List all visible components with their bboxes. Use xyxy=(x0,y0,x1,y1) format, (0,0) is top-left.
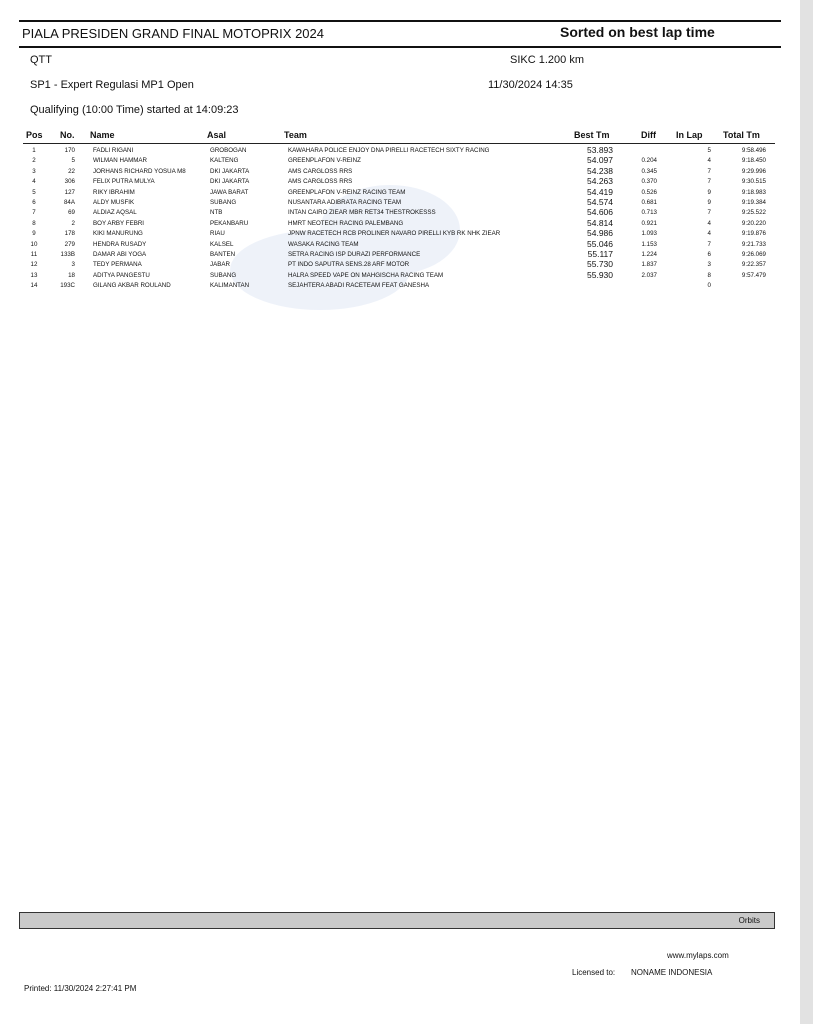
cell-diff: 0.526 xyxy=(641,188,657,196)
cell-pos: 10 xyxy=(30,240,38,248)
table-row xyxy=(0,271,800,281)
cell-team: JPNW RACETECH RCB PROLINER NAVARO PIRELLI KYB RK NHK ZIEAR xyxy=(288,230,501,238)
cell-diff: 0.345 xyxy=(641,167,657,175)
table-row xyxy=(0,156,800,166)
license-label: Licensed to: xyxy=(572,968,616,977)
cell-total: 9:57.479 xyxy=(741,271,766,279)
cell-inlap: 4 xyxy=(707,230,711,238)
cell-best: 54.574 xyxy=(587,196,613,207)
table-row xyxy=(0,229,800,239)
class-name: SP1 - Expert Regulasi MP1 Open xyxy=(30,79,194,91)
cell-name: ALDY MUSFIK xyxy=(93,198,135,206)
cell-pos: 5 xyxy=(32,188,36,196)
cell-total: 9:20.220 xyxy=(741,219,766,227)
cell-total: 9:26.069 xyxy=(741,250,766,258)
cell-team: KAWAHARA POLICE ENJOY DNA PIRELLI RACETECH SIXTY RACING xyxy=(288,147,490,154)
cell-team: AMS CARGLOSS RRS xyxy=(288,178,353,186)
cell-inlap: 7 xyxy=(707,240,711,248)
cell-name: ALDIAZ AQSAL xyxy=(93,209,137,217)
col-header-inlap: In Lap xyxy=(676,130,703,140)
cell-total: 9:25.522 xyxy=(741,209,766,217)
cell-inlap: 7 xyxy=(707,209,711,217)
cell-name: ADITYA PANGESTU xyxy=(93,271,150,279)
cell-pos: 2 xyxy=(32,157,36,165)
cell-asal: DKI JAKARTA xyxy=(210,178,250,186)
cell-inlap: 6 xyxy=(707,250,711,258)
cell-team: GREENPLAFON V-REINZ RACING TEAM xyxy=(288,188,406,196)
cell-name: WILMAN HAMMAR xyxy=(93,157,147,165)
cell-best: 55.117 xyxy=(587,248,613,259)
cell-diff: 0.681 xyxy=(641,198,657,206)
cell-name: RIKY IBRAHIM xyxy=(93,188,135,196)
cell-diff: 1.224 xyxy=(641,250,657,258)
orbits-label: Orbits xyxy=(738,916,760,925)
cell-diff: 0.204 xyxy=(641,157,657,165)
col-header-best: Best Tm xyxy=(574,130,610,140)
results-table xyxy=(0,146,800,291)
cell-no: 306 xyxy=(64,178,75,186)
cell-name: JORHANS RICHARD YOSUA M8 xyxy=(93,167,186,175)
cell-name: DAMAR ABI YOGA xyxy=(93,250,147,258)
col-header-name: Name xyxy=(90,130,115,140)
cell-team: WASAKA RACING TEAM xyxy=(288,240,359,248)
cell-pos: 14 xyxy=(30,282,38,290)
cell-inlap: 8 xyxy=(707,271,711,279)
cell-asal: DKI JAKARTA xyxy=(210,167,250,175)
cell-team: HALRA SPEED VAPE ON MAHGISCHA RACING TEAM xyxy=(288,271,444,279)
col-header-team: Team xyxy=(284,130,307,140)
cell-inlap: 5 xyxy=(707,147,711,154)
cell-asal: BANTEN xyxy=(210,250,236,258)
license-name: NONAME INDONESIA xyxy=(631,968,713,977)
cell-pos: 4 xyxy=(32,178,36,186)
header-top-rule xyxy=(19,20,781,22)
cell-best: 54.419 xyxy=(587,186,613,197)
col-header-no: No. xyxy=(60,130,75,140)
cell-pos: 3 xyxy=(32,167,36,175)
table-row xyxy=(0,260,800,270)
table-row xyxy=(0,219,800,229)
cell-diff: 1.153 xyxy=(641,240,657,248)
table-row xyxy=(0,177,800,187)
cell-diff: 1.837 xyxy=(641,261,657,269)
cell-no: 5 xyxy=(71,157,75,165)
cell-inlap: 7 xyxy=(707,167,711,175)
cell-best: 53.893 xyxy=(587,145,613,155)
cell-best: 54.814 xyxy=(587,217,613,228)
orbits-footer-bar xyxy=(19,912,775,929)
report-datetime: 11/30/2024 14:35 xyxy=(488,79,573,91)
cell-pos: 6 xyxy=(32,198,36,206)
cell-no: 133B xyxy=(60,250,75,258)
cell-no: 170 xyxy=(64,147,75,154)
cell-name: BOY ARBY FEBRI xyxy=(93,219,145,227)
event-title: PIALA PRESIDEN GRAND FINAL MOTOPRIX 2024 xyxy=(22,26,324,41)
col-header-pos: Pos xyxy=(26,130,43,140)
cell-diff: 1.093 xyxy=(641,230,657,238)
page-edge-shadow xyxy=(800,0,813,1024)
cell-total: 9:22.357 xyxy=(741,261,766,269)
cell-team: NUSANTARA ADIBRATA RACING TEAM xyxy=(288,198,401,206)
cell-asal: RIAU xyxy=(210,230,225,238)
cell-no: 18 xyxy=(68,271,75,279)
cell-inlap: 9 xyxy=(707,188,711,196)
cell-name: FELIX PUTRA MULYA xyxy=(93,178,155,186)
cell-name: FADLI RIGANI xyxy=(93,147,134,154)
cell-team: GREENPLAFON V-REINZ xyxy=(288,157,361,165)
cell-best: 55.046 xyxy=(587,238,613,249)
table-row xyxy=(0,281,800,291)
cell-best: 55.730 xyxy=(587,259,613,270)
cell-no: 178 xyxy=(64,230,75,238)
cell-inlap: 4 xyxy=(707,157,711,165)
cell-best: 54.606 xyxy=(587,207,613,218)
cell-inlap: 0 xyxy=(707,282,711,290)
session-code: QTT xyxy=(30,54,52,66)
cell-total: 9:19.384 xyxy=(741,198,766,206)
sort-label: Sorted on best lap time xyxy=(560,24,715,40)
cell-name: KIKI MANURUNG xyxy=(93,230,143,238)
cell-inlap: 4 xyxy=(707,219,711,227)
cell-team: SEJAHTERA ABADI RACETEAM FEAT GANESHA xyxy=(288,282,430,290)
cell-asal: KALTENG xyxy=(210,157,239,165)
cell-no: 279 xyxy=(64,240,75,248)
cell-no: 127 xyxy=(64,188,75,196)
cell-no: 193C xyxy=(60,282,75,290)
cell-diff: 2.037 xyxy=(641,271,657,279)
cell-total: 9:18.983 xyxy=(741,188,766,196)
cell-asal: KALSEL xyxy=(210,240,234,248)
cell-team: SETRA RACING ISP DURAZI PERFORMANCE xyxy=(288,250,421,258)
table-row xyxy=(0,146,800,156)
cell-pos: 7 xyxy=(32,209,36,217)
table-row xyxy=(0,198,800,208)
cell-diff: 0.370 xyxy=(641,178,657,186)
cell-total: 9:21.733 xyxy=(741,240,766,248)
cell-total: 9:58.496 xyxy=(741,147,766,154)
cell-pos: 13 xyxy=(30,271,38,279)
cell-asal: GROBOGAN xyxy=(210,147,247,154)
cell-no: 2 xyxy=(71,219,75,227)
cell-asal: SUBANG xyxy=(210,271,237,279)
cell-no: 84A xyxy=(63,198,75,206)
cell-asal: JAWA BARAT xyxy=(210,188,249,196)
cell-best: 54.986 xyxy=(587,228,613,239)
cell-inlap: 7 xyxy=(707,178,711,186)
table-row xyxy=(0,167,800,177)
cell-asal: SUBANG xyxy=(210,198,237,206)
table-row xyxy=(0,208,800,218)
cell-pos: 9 xyxy=(32,230,36,238)
cell-best: 54.263 xyxy=(587,176,613,187)
cell-best: 54.238 xyxy=(587,165,613,176)
website-text: www.mylaps.com xyxy=(667,951,729,960)
track-info: SIKC 1.200 km xyxy=(510,54,584,66)
cell-team: PT INDO SAPUTRA SENS.28 ARF MOTOR xyxy=(288,261,410,269)
cell-name: GILANG AKBAR ROULAND xyxy=(93,282,171,290)
table-row xyxy=(0,240,800,250)
cell-inlap: 9 xyxy=(707,198,711,206)
table-row xyxy=(0,250,800,260)
cell-pos: 8 xyxy=(32,219,36,227)
session-info: Qualifying (10:00 Time) started at 14:09:23 xyxy=(30,104,239,116)
cell-no: 3 xyxy=(71,261,75,269)
cell-no: 22 xyxy=(68,167,75,175)
cell-diff: 0.713 xyxy=(641,209,657,217)
cell-asal: NTB xyxy=(210,209,223,217)
cell-inlap: 3 xyxy=(707,261,711,269)
cell-pos: 1 xyxy=(32,147,36,154)
col-header-total: Total Tm xyxy=(723,130,760,140)
cell-team: HMRT NEOTECH RACING PALEMBANG xyxy=(288,219,404,227)
header-bottom-rule xyxy=(19,46,781,48)
cell-best: 55.930 xyxy=(587,269,613,280)
cell-asal: JABAR xyxy=(210,261,230,269)
cell-asal: KALIMANTAN xyxy=(210,282,250,290)
col-header-diff: Diff xyxy=(641,130,656,140)
cell-total: 9:18.450 xyxy=(741,157,766,165)
table-header-rule xyxy=(23,143,775,144)
cell-pos: 12 xyxy=(30,261,38,269)
cell-asal: PEKANBARU xyxy=(210,219,249,227)
cell-total: 9:29.996 xyxy=(741,167,766,175)
table-row xyxy=(0,188,800,198)
cell-no: 69 xyxy=(68,209,75,217)
printed-timestamp: Printed: 11/30/2024 2:27:41 PM xyxy=(24,984,137,993)
cell-best: 54.097 xyxy=(587,155,613,166)
cell-name: TEDY PERMANA xyxy=(93,261,142,269)
cell-pos: 11 xyxy=(30,250,38,258)
col-header-asal: Asal xyxy=(207,130,227,140)
cell-team: INTAN CAIRO ZIEAR MBR RET34 THESTROKESSS xyxy=(288,209,436,217)
cell-diff: 0.921 xyxy=(641,219,657,227)
cell-total: 9:30.515 xyxy=(741,178,766,186)
cell-name: HENDRA RUSADY xyxy=(93,240,147,248)
cell-team: AMS CARGLOSS RRS xyxy=(288,167,353,175)
cell-total: 9:19.876 xyxy=(741,230,766,238)
